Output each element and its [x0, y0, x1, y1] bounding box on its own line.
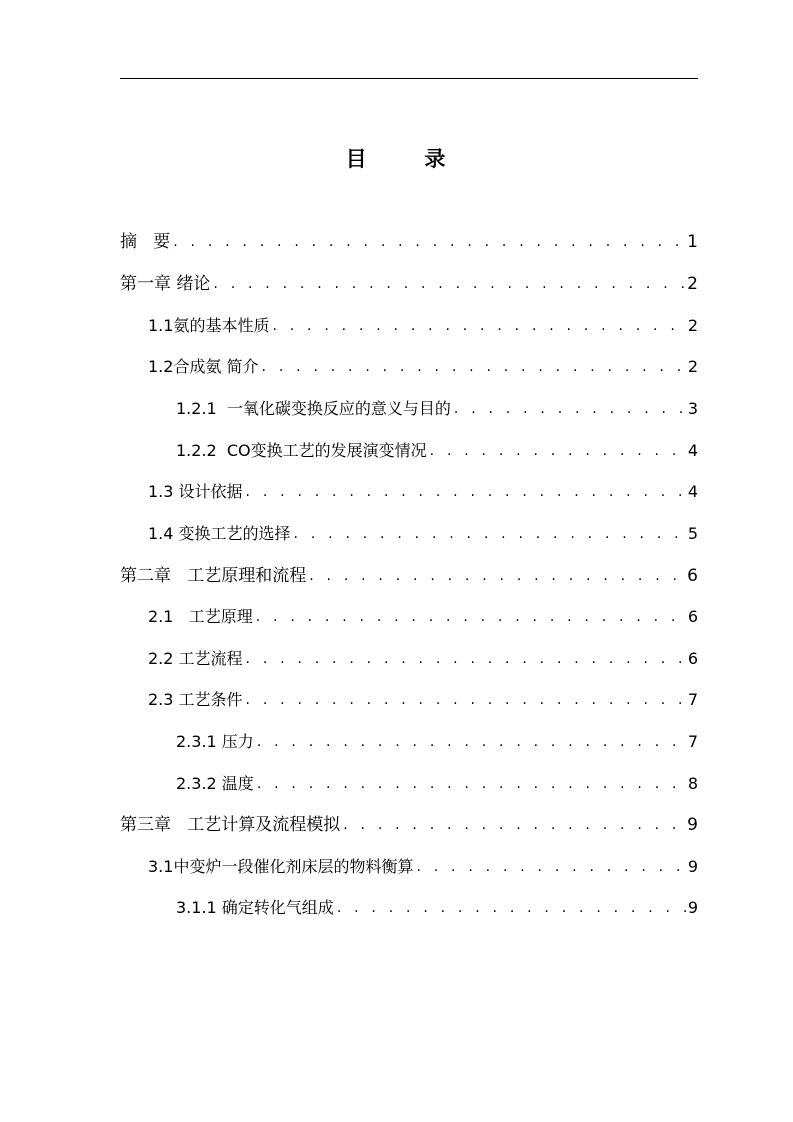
toc-entry-page: 6: [687, 649, 698, 668]
toc-entry-label: 2.3 工艺条件: [148, 690, 243, 709]
toc-entry-1-1[interactable]: [148, 312, 698, 336]
page-title: 目 录: [345, 147, 448, 171]
toc-entry-page: 2: [687, 274, 698, 294]
toc-entry-page: 3: [687, 399, 698, 418]
toc-entry-page: 7: [687, 690, 698, 709]
toc-entry-label: 1.1氨的基本性质: [148, 316, 270, 335]
dot-leader: [170, 232, 687, 252]
toc-entry-abstract[interactable]: [120, 228, 698, 252]
toc-entry-page: 9: [687, 815, 698, 835]
toc-entry-label: 2.3.2 温度: [176, 774, 254, 793]
dot-leader: [243, 649, 688, 669]
toc-entry-label: 第二章 工艺原理和流程: [120, 566, 307, 586]
toc-entry-label: 2.1 工艺原理: [148, 607, 253, 626]
toc-entry-1-2[interactable]: [148, 353, 698, 377]
toc-entry-2-1[interactable]: [148, 603, 698, 627]
dot-leader: [340, 815, 687, 835]
toc-entry-label: 1.3 设计依据: [148, 482, 243, 501]
toc-entry-3-1-1[interactable]: [176, 894, 698, 918]
toc-entry-2-3-1[interactable]: [176, 728, 698, 752]
toc-entry-label: 1.2合成氨 简介: [148, 357, 259, 376]
dot-leader: [413, 857, 687, 877]
toc-entry-label: 摘 要: [120, 232, 171, 252]
toc-entry-page: 4: [687, 441, 698, 460]
toc-entry-2-3-2[interactable]: [176, 770, 698, 794]
dot-leader: [451, 399, 688, 419]
toc-entry-page: 6: [687, 566, 698, 586]
toc-entry-3-1[interactable]: [148, 853, 698, 877]
toc-entry-chapter-2[interactable]: [120, 562, 698, 586]
dot-leader: [254, 732, 688, 752]
toc-entry-label: 2.2 工艺流程: [148, 649, 243, 668]
dot-leader: [243, 482, 688, 502]
header-rule: [120, 78, 698, 79]
toc-entry-1-4[interactable]: [148, 520, 698, 544]
toc-entry-label: 1.4 变换工艺的选择: [148, 524, 291, 543]
toc-entry-chapter-1[interactable]: [120, 270, 698, 294]
dot-leader: [291, 524, 688, 544]
toc-entry-chapter-3[interactable]: [120, 811, 698, 835]
toc-entry-label: 1.2.1 一氧化碳变换反应的意义与目的: [176, 399, 451, 418]
toc-entry-page: 7: [687, 732, 698, 751]
toc-entry-label: 第一章 绪论: [120, 274, 211, 294]
toc-entry-label: 2.3.1 压力: [176, 732, 254, 751]
toc-entry-page: 1: [687, 232, 698, 252]
dot-leader: [243, 690, 688, 710]
dot-leader: [259, 357, 688, 377]
toc-entry-1-3[interactable]: [148, 478, 698, 502]
toc-entry-label: 1.2.2 CO变换工艺的发展演变情况: [176, 441, 427, 460]
toc-entry-2-2[interactable]: [148, 645, 698, 669]
toc-entry-page: 2: [687, 357, 698, 376]
toc-entry-label: 3.1中变炉一段催化剂床层的物料衡算: [148, 857, 414, 876]
toc-entry-page: 9: [687, 857, 698, 876]
toc-entry-page: 2: [687, 316, 698, 335]
toc-entry-1-2-2[interactable]: [176, 437, 698, 461]
toc-entry-page: 9: [687, 898, 698, 917]
toc-entry-2-3[interactable]: [148, 686, 698, 710]
toc-entry-page: 5: [687, 524, 698, 543]
toc-entry-label: 第三章 工艺计算及流程模拟: [120, 815, 341, 835]
toc-entry-page: 4: [687, 482, 698, 501]
toc-entry-label: 3.1.1 确定转化气组成: [176, 898, 334, 917]
dot-leader: [334, 898, 688, 918]
dot-leader: [269, 316, 687, 336]
toc-entry-page: 6: [687, 607, 698, 626]
toc-entry-page: 8: [687, 774, 698, 793]
dot-leader: [427, 441, 688, 461]
dot-leader: [254, 774, 688, 794]
toc-entry-1-2-1[interactable]: [176, 395, 698, 419]
dot-leader: [306, 566, 687, 586]
dot-leader: [210, 274, 687, 294]
dot-leader: [253, 607, 688, 627]
